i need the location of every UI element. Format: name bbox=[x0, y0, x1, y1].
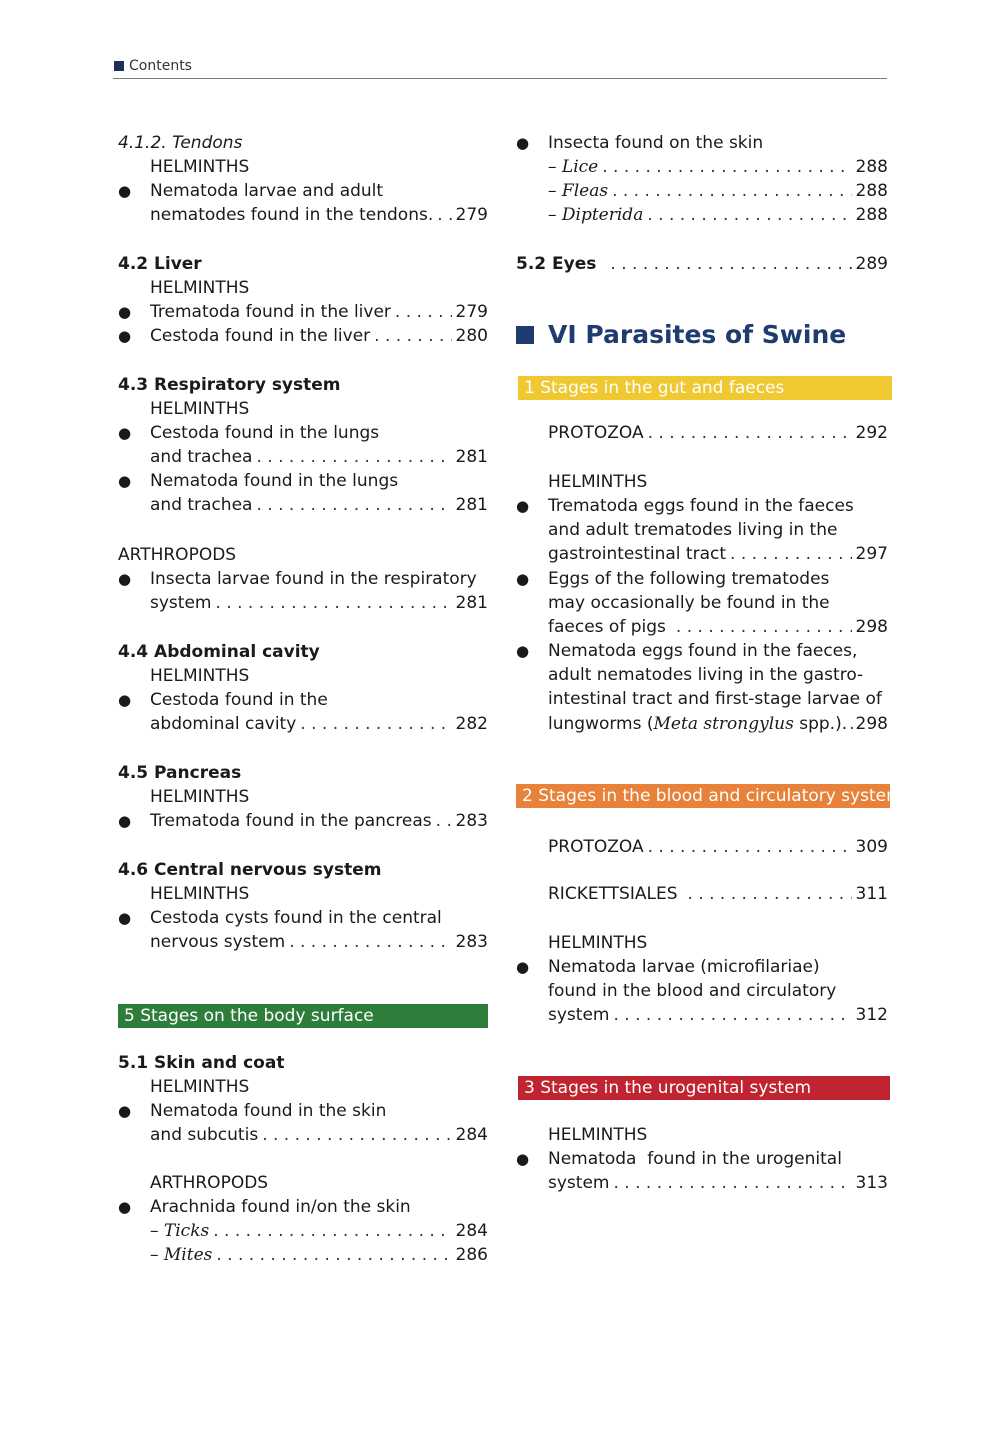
section-title: 4.3 Respiratory system bbox=[118, 375, 341, 395]
toc-item[interactable]: ● Eggs of the following trematodes bbox=[516, 569, 830, 589]
toc-item[interactable]: ● Insecta found on the skin bbox=[516, 133, 764, 153]
toc-item[interactable]: ● Nematoda eggs found in the faeces, bbox=[516, 641, 858, 661]
page-number: 288 bbox=[855, 205, 888, 225]
bullet-icon: ● bbox=[118, 327, 132, 345]
bullet-icon: ● bbox=[516, 958, 530, 976]
group-label: HELMINTHS bbox=[150, 157, 250, 177]
toc-subitem[interactable]: – Lice . . . 288 bbox=[548, 155, 888, 179]
page-number: 279 bbox=[455, 205, 488, 225]
page-number: 284 bbox=[455, 1221, 488, 1241]
page-number: 288 bbox=[855, 181, 888, 201]
group-label: HELMINTHS bbox=[548, 1125, 648, 1145]
chapter-band-gut: 1 Stages in the gut and faeces bbox=[518, 376, 892, 400]
toc-item-line[interactable]: nervous system . . . 283 bbox=[150, 930, 488, 954]
title-square-icon bbox=[516, 326, 534, 344]
toc-item[interactable]: ● Cestoda found in the bbox=[118, 690, 328, 710]
header-label: Contents bbox=[129, 58, 192, 74]
page-number: 298 bbox=[855, 714, 888, 734]
toc-subitem[interactable]: – Mites . . . 286 bbox=[150, 1243, 488, 1267]
toc-subitem[interactable]: – Fleas . . . 288 bbox=[548, 179, 888, 203]
toc-item[interactable]: ● Cestoda found in the liver . . . 280 bbox=[118, 324, 488, 348]
bullet-icon: ● bbox=[516, 134, 530, 152]
group-label: HELMINTHS bbox=[548, 933, 648, 953]
page-number: 286 bbox=[455, 1245, 488, 1265]
toc-item-line[interactable]: may occasionally be found in the bbox=[548, 593, 830, 613]
page-number: 281 bbox=[455, 593, 488, 613]
toc-item[interactable]: ● Cestoda found in the lungs bbox=[118, 423, 380, 443]
page-number: 281 bbox=[455, 495, 488, 515]
group-label: HELMINTHS bbox=[150, 1077, 250, 1097]
toc-item[interactable]: ● Cestoda cysts found in the central bbox=[118, 908, 442, 928]
page-number: 312 bbox=[855, 1005, 888, 1025]
bullet-icon: ● bbox=[516, 570, 530, 588]
toc-subitem[interactable]: – Ticks . . . 284 bbox=[150, 1219, 488, 1243]
section-title: 5.1 Skin and coat bbox=[118, 1053, 285, 1073]
toc-item[interactable]: ● Trematoda eggs found in the faeces bbox=[516, 496, 854, 516]
bullet-icon: ● bbox=[118, 812, 132, 830]
part-title: VI Parasites of Swine bbox=[516, 319, 846, 351]
group-label: ARTHROPODS bbox=[118, 545, 237, 565]
chapter-band-blood: 2 Stages in the blood and circulatory system bbox=[516, 784, 890, 808]
toc-item-line[interactable]: and trachea . . . 281 bbox=[150, 493, 488, 517]
toc-item-line[interactable]: adult nematodes living in the gastro- bbox=[548, 665, 864, 685]
bullet-icon: ● bbox=[118, 1198, 132, 1216]
toc-item-line[interactable]: and subcutis . . . 284 bbox=[150, 1123, 488, 1147]
page-number: 309 bbox=[855, 837, 888, 857]
toc-item-line[interactable]: nematodes found in the tendons. . . . 279 bbox=[150, 203, 488, 227]
toc-item-line[interactable]: PROTOZOA . . . 292 bbox=[548, 421, 888, 445]
toc-item[interactable]: ● Nematoda larvae and adult bbox=[118, 181, 384, 201]
bullet-icon: ● bbox=[118, 182, 132, 200]
toc-subitem[interactable]: – Dipterida . . . 288 bbox=[548, 203, 888, 227]
page-number: 313 bbox=[855, 1173, 888, 1193]
bullet-icon: ● bbox=[118, 1102, 132, 1120]
group-label: HELMINTHS bbox=[150, 399, 250, 419]
toc-item[interactable]: ● Trematoda found in the liver . . . 279 bbox=[118, 300, 488, 324]
group-label: HELMINTHS bbox=[150, 884, 250, 904]
page-number: 289 bbox=[855, 254, 888, 274]
page-number: 297 bbox=[855, 544, 888, 564]
toc-item-line[interactable]: abdominal cavity . . . 282 bbox=[150, 712, 488, 736]
toc-item[interactable]: ● Nematoda larvae (microfilariae) bbox=[516, 957, 820, 977]
toc-item-line[interactable]: gastrointestinal tract . . . 297 bbox=[548, 542, 888, 566]
toc-item-line[interactable]: PROTOZOA . . . 309 bbox=[548, 835, 888, 859]
bullet-icon: ● bbox=[516, 497, 530, 515]
toc-item-line[interactable]: system . . . 313 bbox=[548, 1171, 888, 1195]
page-number: 311 bbox=[855, 884, 888, 904]
toc-item[interactable]: ● Insecta larvae found in the respiratory bbox=[118, 569, 477, 589]
toc-item[interactable]: ● Trematoda found in the pancreas . . . 283 bbox=[118, 809, 488, 833]
toc-item-line[interactable]: intestinal tract and first-stage larvae of bbox=[548, 689, 882, 709]
toc-item-line[interactable]: system . . . 281 bbox=[150, 591, 488, 615]
page-number: 283 bbox=[455, 811, 488, 831]
page-number: 283 bbox=[455, 932, 488, 952]
header-square-icon bbox=[114, 61, 124, 71]
page-number: 284 bbox=[455, 1125, 488, 1145]
page-number: 282 bbox=[455, 714, 488, 734]
toc-item-line[interactable]: faeces of pigs . . . 298 bbox=[548, 615, 888, 639]
toc-item[interactable]: ● Nematoda found in the urogenital bbox=[516, 1149, 842, 1169]
bullet-icon: ● bbox=[118, 424, 132, 442]
page-number: 292 bbox=[855, 423, 888, 443]
chapter-band-urogenital: 3 Stages in the urogenital system bbox=[518, 1076, 890, 1100]
toc-item-line[interactable]: lungworms (Meta strongylus spp.). . . . 298 bbox=[548, 712, 888, 736]
section-title: 4.5 Pancreas bbox=[118, 763, 242, 783]
group-label: HELMINTHS bbox=[150, 787, 250, 807]
section-title: 4.6 Central nervous system bbox=[118, 860, 382, 880]
group-label: HELMINTHS bbox=[150, 278, 250, 298]
toc-item-line[interactable]: found in the blood and circulatory bbox=[548, 981, 837, 1001]
bullet-icon: ● bbox=[118, 909, 132, 927]
page-number: 279 bbox=[455, 302, 488, 322]
bullet-icon: ● bbox=[118, 570, 132, 588]
bullet-icon: ● bbox=[118, 691, 132, 709]
toc-item-line[interactable]: system . . . 312 bbox=[548, 1003, 888, 1027]
toc-item[interactable]: ● Nematoda found in the skin bbox=[118, 1101, 387, 1121]
bullet-icon: ● bbox=[516, 642, 530, 660]
bullet-icon: ● bbox=[118, 303, 132, 321]
group-label: HELMINTHS bbox=[150, 666, 250, 686]
bullet-icon: ● bbox=[516, 1150, 530, 1168]
toc-item-line[interactable]: and trachea . . . 281 bbox=[150, 445, 488, 469]
page-number: 298 bbox=[855, 617, 888, 637]
page-number: 288 bbox=[855, 157, 888, 177]
toc-section-eyes[interactable]: 5.2 Eyes . . . 289 bbox=[516, 252, 888, 276]
page-number: 280 bbox=[455, 326, 488, 346]
group-label: HELMINTHS bbox=[548, 472, 648, 492]
bullet-icon: ● bbox=[118, 472, 132, 490]
section-title: 4.4 Abdominal cavity bbox=[118, 642, 320, 662]
page-number: 281 bbox=[455, 447, 488, 467]
toc-item[interactable]: ● Nematoda found in the lungs bbox=[118, 471, 399, 491]
section-title: 4.1.2. Tendons bbox=[118, 133, 243, 153]
group-label: ARTHROPODS bbox=[150, 1173, 269, 1193]
toc-item-line[interactable]: and adult trematodes living in the bbox=[548, 520, 838, 540]
running-header bbox=[113, 58, 887, 79]
chapter-band-body-surface: 5 Stages on the body surface bbox=[118, 1004, 488, 1028]
toc-item[interactable]: ● Arachnida found in/on the skin bbox=[118, 1197, 411, 1217]
section-title: 4.2 Liver bbox=[118, 254, 202, 274]
toc-item-line[interactable]: RICKETTSIALES . . . 311 bbox=[548, 882, 888, 906]
